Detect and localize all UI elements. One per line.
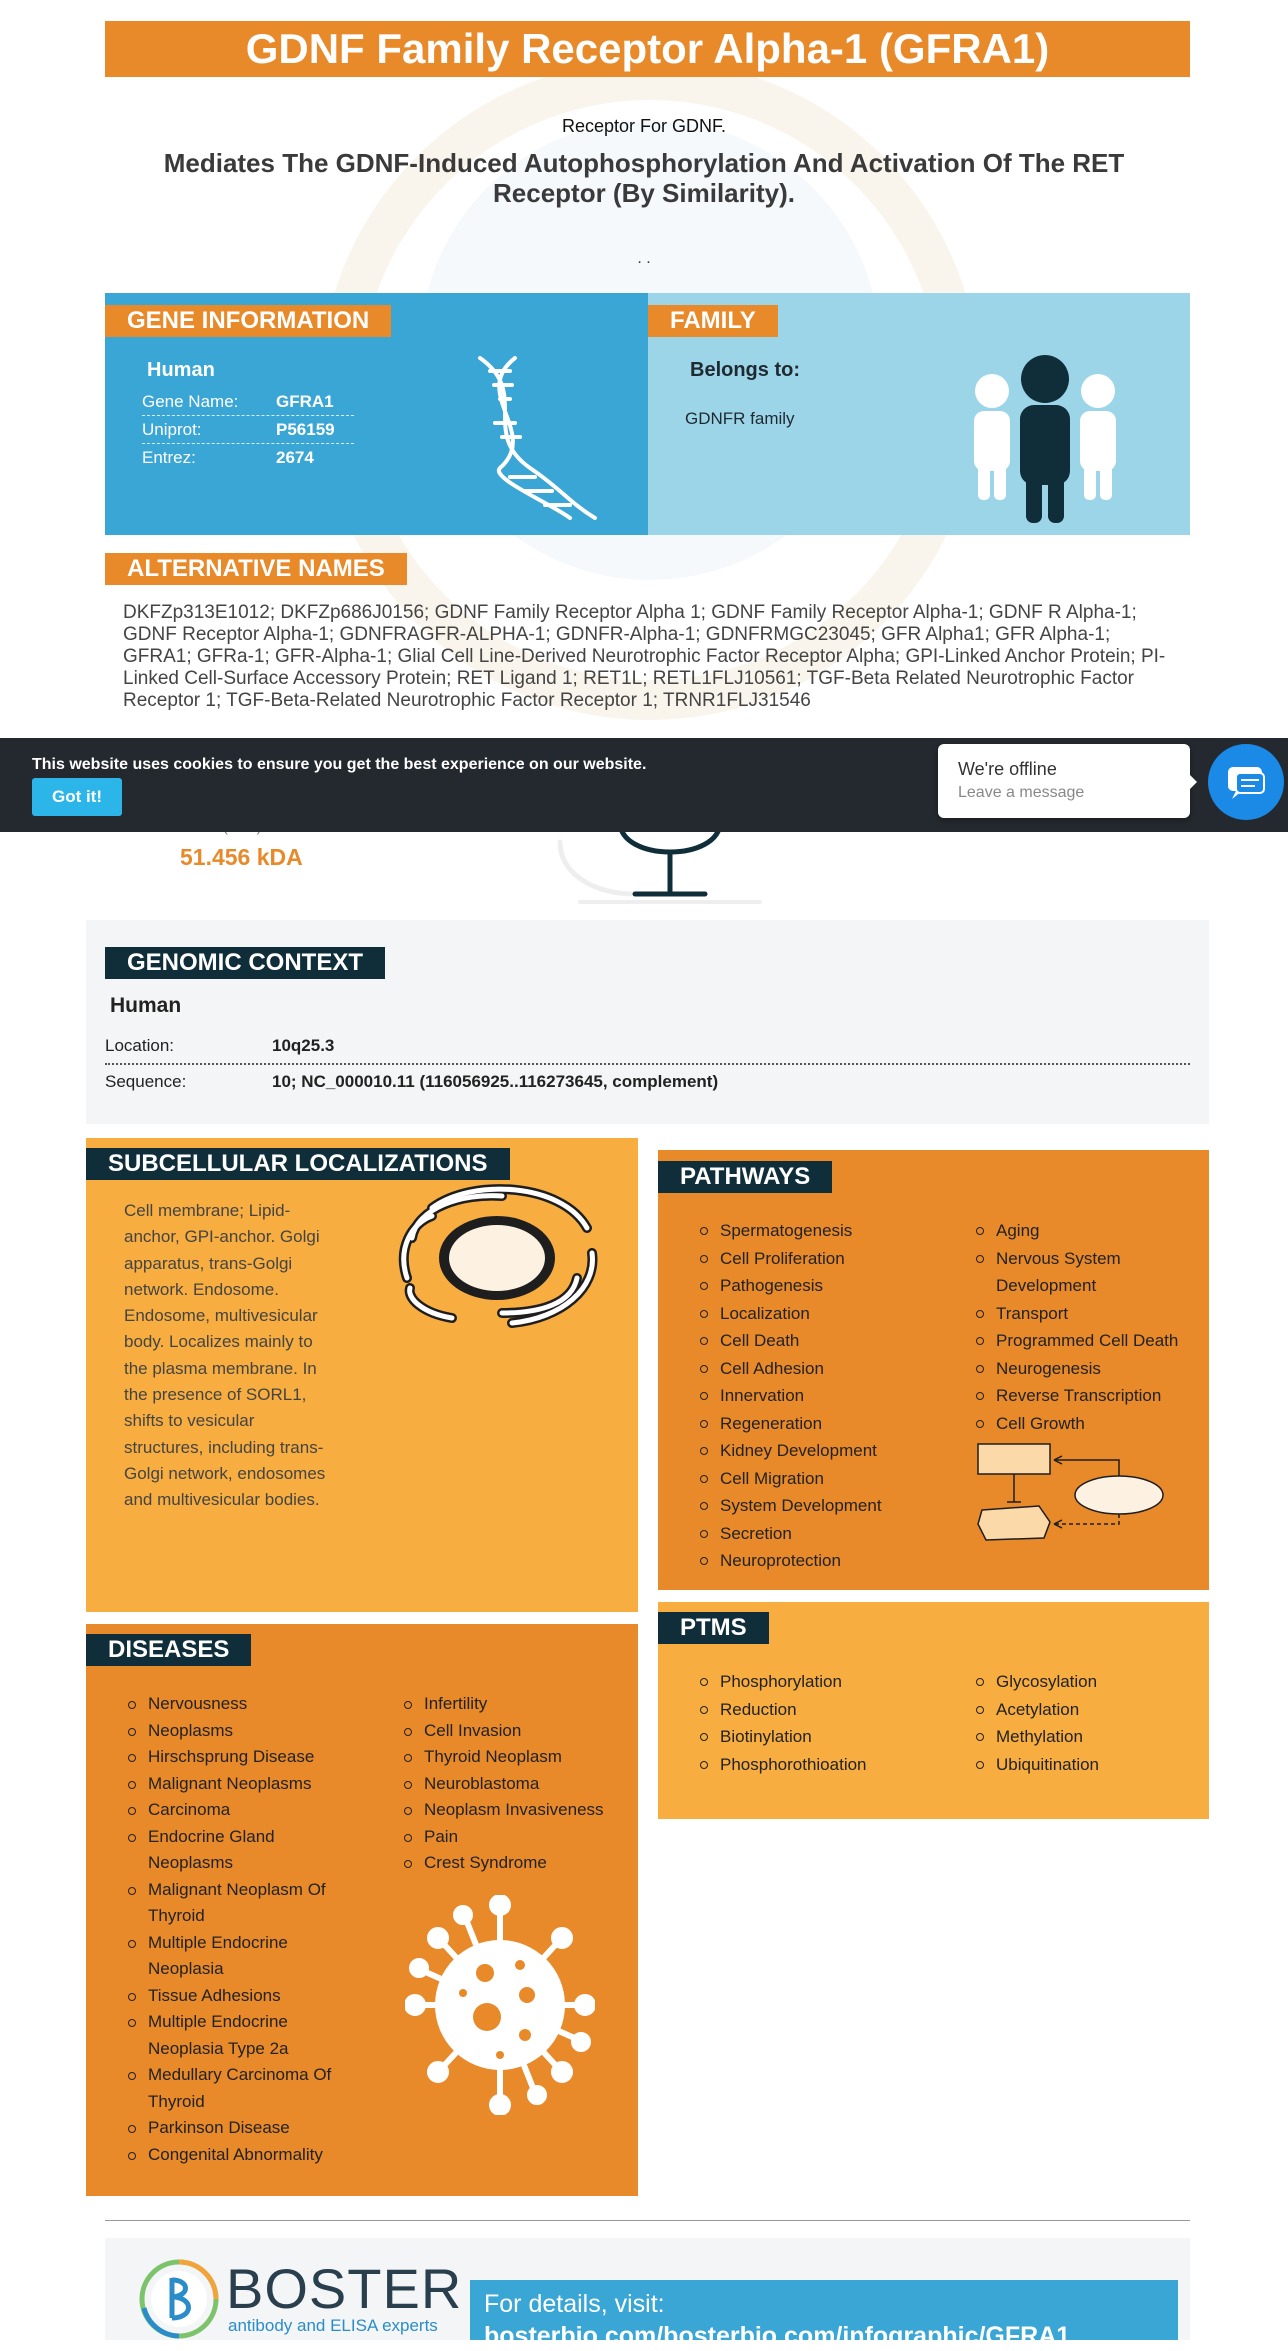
separator-dots: . .	[637, 250, 651, 267]
disease-item: Crest Syndrome	[402, 1850, 632, 1877]
pathway-item: Pathogenesis	[698, 1272, 958, 1300]
pathway-item: Regeneration	[698, 1410, 958, 1438]
virus-icon	[405, 1895, 595, 2115]
pathway-item: Innervation	[698, 1382, 958, 1410]
family-value: GDNFR family	[685, 409, 795, 428]
family-panel	[648, 293, 1190, 535]
disease-item: Neoplasms	[126, 1718, 356, 1745]
location-label: Location:	[105, 1036, 174, 1055]
pathway-item: Cell Growth	[974, 1410, 1199, 1438]
disease-item: Nervousness	[126, 1691, 356, 1718]
pathway-item: Programmed Cell Death	[974, 1327, 1199, 1355]
cookie-message: This website uses cookies to ensure you get the best experience on our website.	[32, 756, 647, 773]
disease-item: Hirschsprung Disease	[126, 1744, 356, 1771]
disease-item: Cell Invasion	[402, 1718, 632, 1745]
page-title: GDNF Family Receptor Alpha-1 (GFRA1)	[105, 21, 1190, 77]
details-label: For details, visit:	[484, 2290, 665, 2318]
belongs-to-label: Belongs to:	[690, 359, 800, 381]
gene-information-panel	[105, 293, 648, 535]
genomic-context-heading: GENOMIC CONTEXT	[105, 947, 385, 979]
sequence-label: Sequence:	[105, 1072, 187, 1091]
ptm-item: Methylation	[974, 1723, 1199, 1751]
uniprot-row: Uniprot: P56159	[142, 416, 354, 444]
pathway-item: Cell Proliferation	[698, 1245, 958, 1273]
ptm-item: Biotinylation	[698, 1723, 958, 1751]
pathway-item: System Development	[698, 1492, 958, 1520]
pathways-list-1	[698, 1217, 958, 1575]
chat-pointer	[1189, 774, 1197, 790]
pathway-item: Transport	[974, 1300, 1199, 1328]
chat-widget-box[interactable]	[938, 744, 1190, 818]
alternative-names-text: DKFZp313E1012; DKFZp686J0156; GDNF Family Receptor Alpha 1; GDNF Family Receptor Alpha-1; GDNF R Alpha-1; GDNF Receptor Alpha-1; GDNFRAGFR-ALPHA-1; GDNFR-Alpha-1; GDNFRMGC23045; GFR Alpha1; GFR Alpha-1; GFRA1; GFRa-1; GFR-Alpha-1; Glial Cell Line-Derived Neurotrophic Factor Receptor Alpha; GPI-Linked Anchor Protein; PI-Linked Cell-Surface Accessory Protein; RET Ligand 1; RET1L; RETL1FLJ10561; TGF-Beta Related Neurotrophic Factor Receptor 1; TGF-Beta-Related Neurotrophic Factor Receptor 1; TRNR1FLJ31546	[123, 602, 1166, 711]
ptm-item: Phosphorothioation	[698, 1751, 958, 1779]
gene-name-row: Gene Name: GFRA1	[142, 389, 354, 416]
ptms-list-1	[698, 1668, 958, 1778]
pathway-item: Kidney Development	[698, 1437, 958, 1465]
pathway-item: Neuroprotection	[698, 1547, 958, 1575]
pathway-item: Aging	[974, 1217, 1199, 1245]
disease-item: Pain	[402, 1824, 632, 1851]
pathways-heading: PATHWAYS	[658, 1161, 832, 1193]
pathway-diagram-icon	[974, 1440, 1174, 1550]
dna-icon	[460, 353, 610, 523]
genomic-divider	[105, 1063, 1190, 1065]
disease-item: Medullary Carcinoma Of Thyroid	[126, 2062, 356, 2115]
boster-logo-icon	[138, 2258, 220, 2340]
ptm-item: Glycosylation	[974, 1668, 1199, 1696]
disease-item: Infertility	[402, 1691, 632, 1718]
golgi-icon	[392, 1178, 602, 1328]
boster-brand-name: BOSTER	[226, 2257, 463, 2320]
disease-item: Endocrine Gland Neoplasms	[126, 1824, 356, 1877]
mass-value: 51.456 kDA	[180, 844, 303, 870]
disease-item: Multiple Endocrine Neoplasia Type 2a	[126, 2009, 356, 2062]
chat-open-button[interactable]	[1208, 744, 1284, 820]
ptms-heading: PTMS	[658, 1612, 769, 1644]
boster-tagline: antibody and ELISA experts	[228, 2316, 438, 2335]
location-value: 10q25.3	[272, 1036, 335, 1055]
family-heading: FAMILY	[648, 305, 778, 337]
diseases-list-1	[126, 1691, 356, 2168]
gene-info-table	[142, 389, 354, 471]
function-summary: Receptor For GDNF.	[561, 116, 727, 136]
disease-item: Thyroid Neoplasm	[402, 1744, 632, 1771]
entrez-row: Entrez: 2674	[142, 448, 314, 467]
ptms-list-2	[974, 1668, 1199, 1778]
diseases-list-2	[402, 1691, 632, 1877]
cookie-accept-button[interactable]: Got it!	[32, 778, 122, 816]
pathway-item: Nervous System Development	[974, 1245, 1199, 1300]
alternative-names-heading: ALTERNATIVE NAMES	[105, 553, 407, 585]
gene-information-heading: GENE INFORMATION	[105, 305, 391, 337]
disease-item: Neoplasm Invasiveness	[402, 1797, 632, 1824]
disease-item: Malignant Neoplasm Of Thyroid	[126, 1877, 356, 1930]
function-description: Mediates The GDNF-Induced Autophosphorylation And Activation Of The RET Receptor (By Similarity).	[163, 148, 1125, 208]
disease-item: Malignant Neoplasms	[126, 1771, 356, 1798]
disease-item: Tissue Adhesions	[126, 1983, 356, 2010]
people-icon	[970, 355, 1120, 525]
disease-item: Congenital Abnormality	[126, 2142, 356, 2169]
pathway-item: Reverse Transcription	[974, 1382, 1199, 1410]
subcellular-text: Cell membrane; Lipid-anchor, GPI-anchor. Golgi apparatus, trans-Golgi network. Endosome. Endosome, multivesicular body. Localizes mainly to the plasma membrane. In the presence of SORL1, shifts to vesicular structures, including trans-Golgi network, endosomes and multivesicular bodies.	[124, 1201, 326, 1510]
disease-item: Neuroblastoma	[402, 1771, 632, 1798]
diseases-heading: DISEASES	[86, 1634, 251, 1666]
pathway-item: Cell Migration	[698, 1465, 958, 1493]
disease-item: Parkinson Disease	[126, 2115, 356, 2142]
ptm-item: Reduction	[698, 1696, 958, 1724]
subcellular-heading: SUBCELLULAR LOCALIZATIONS	[86, 1148, 510, 1180]
sequence-value: 10; NC_000010.11 (116056925..116273645, complement)	[272, 1072, 719, 1091]
disease-item: Multiple Endocrine Neoplasia	[126, 1930, 356, 1983]
disease-item: Carcinoma	[126, 1797, 356, 1824]
pathway-item: Neurogenesis	[974, 1355, 1199, 1383]
chat-icon	[1208, 744, 1284, 820]
chat-status: We're offline	[958, 759, 1057, 779]
chat-leave-message[interactable]: Leave a message	[958, 784, 1085, 801]
details-link[interactable]: bosterbio.com/bosterbio.com/infographic/GFRA1	[484, 2322, 1071, 2350]
footer-divider	[105, 2220, 1190, 2221]
ptm-item: Phosphorylation	[698, 1668, 958, 1696]
ptm-item: Acetylation	[974, 1696, 1199, 1724]
pathways-list-2	[974, 1217, 1199, 1437]
genomic-species: Human	[110, 994, 182, 1017]
pathway-item: Localization	[698, 1300, 958, 1328]
pathway-item: Spermatogenesis	[698, 1217, 958, 1245]
ptm-item: Ubiquitination	[974, 1751, 1199, 1779]
pathway-item: Cell Death	[698, 1327, 958, 1355]
gene-species: Human	[147, 359, 215, 381]
pathway-item: Secretion	[698, 1520, 958, 1548]
pathway-item: Cell Adhesion	[698, 1355, 958, 1383]
